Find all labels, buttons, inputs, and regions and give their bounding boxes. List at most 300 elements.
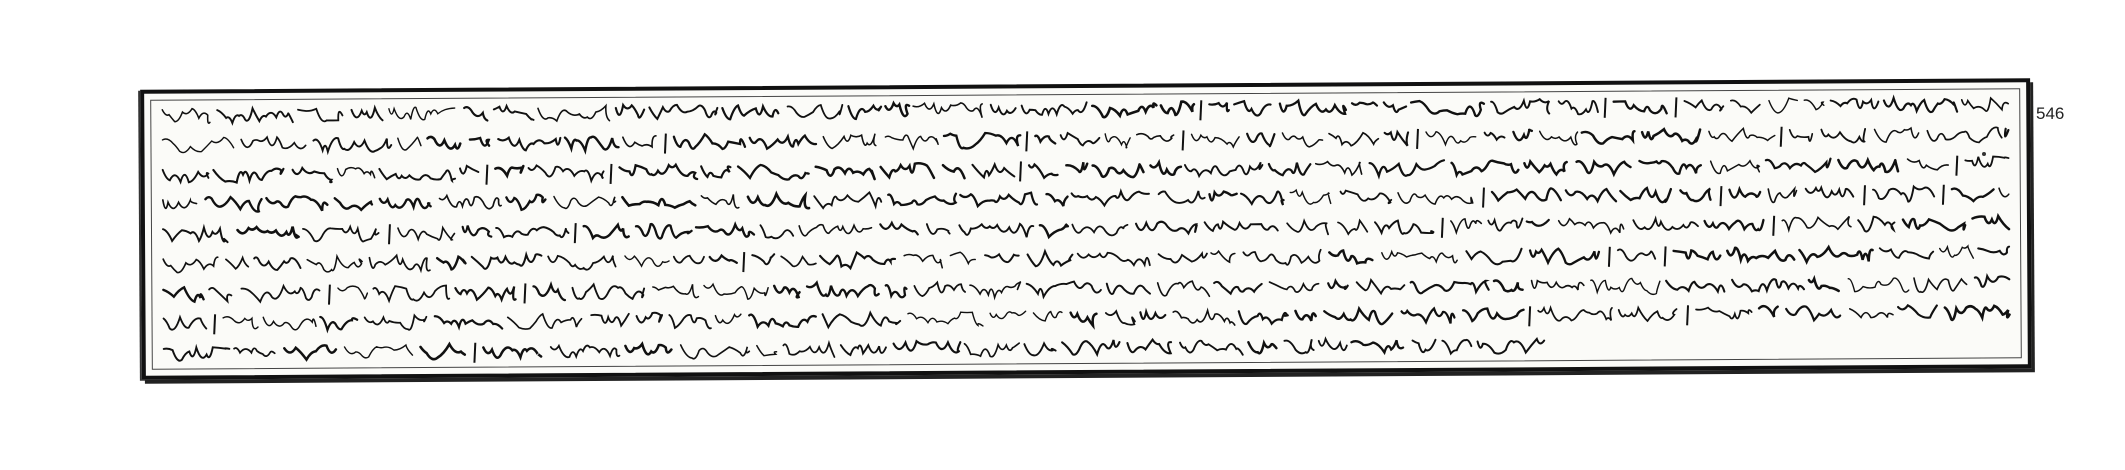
ink-stroke xyxy=(1105,133,1130,147)
ink-stroke xyxy=(335,198,372,210)
ink-stroke xyxy=(1028,251,1073,266)
ink-stroke xyxy=(1338,220,1367,234)
ink-stroke xyxy=(1633,218,1698,230)
ink-stroke xyxy=(1463,309,1523,322)
shad-mark xyxy=(329,284,330,304)
ink-stroke xyxy=(164,317,207,330)
ink-stroke xyxy=(427,136,460,148)
ink-stroke xyxy=(164,347,230,361)
ink-stroke xyxy=(1945,306,2010,320)
ink-stroke xyxy=(379,168,455,181)
ink-stroke xyxy=(1965,156,2008,166)
ink-stroke xyxy=(820,252,895,268)
ink-stroke xyxy=(263,317,316,330)
ink-stroke xyxy=(715,314,741,323)
ink-stroke xyxy=(437,256,465,269)
ink-stroke xyxy=(1804,100,1824,110)
ink-stroke xyxy=(1402,309,1455,324)
ink-stroke xyxy=(1192,134,1240,147)
ink-stroke xyxy=(548,255,616,269)
shad-mark xyxy=(575,223,576,243)
ink-stroke xyxy=(506,195,545,210)
shad-mark xyxy=(1609,247,1610,267)
ink-stroke xyxy=(1127,340,1171,354)
ink-stroke xyxy=(1033,312,1062,322)
ink-stroke xyxy=(1092,103,1156,117)
ink-stroke xyxy=(1411,280,1489,293)
ink-stroke xyxy=(1282,133,1322,147)
ink-stroke xyxy=(816,166,875,179)
ink-stroke xyxy=(162,137,233,152)
ink-stroke xyxy=(1466,248,1521,264)
ink-stroke xyxy=(1478,339,1545,354)
ink-stroke xyxy=(1711,160,1760,173)
ink-stroke xyxy=(1875,128,1919,142)
shad-mark xyxy=(1687,306,1688,326)
ink-stroke xyxy=(913,103,982,118)
ink-stroke xyxy=(1618,249,1655,261)
ink-stroke xyxy=(205,197,261,212)
ink-stroke xyxy=(696,224,754,237)
ink-stroke xyxy=(1375,220,1433,234)
ink-stroke xyxy=(254,257,300,270)
ink-stroke xyxy=(1799,247,1872,262)
ink-stroke xyxy=(1241,192,1284,206)
ink-stroke xyxy=(494,106,534,120)
ink-stroke xyxy=(1642,129,1700,144)
ink-stroke xyxy=(241,285,319,301)
ink-stroke xyxy=(1999,188,2009,197)
ink-stroke xyxy=(1494,280,1523,291)
ink-stroke xyxy=(1973,216,2009,229)
page-number: 546 xyxy=(2036,104,2065,123)
ink-stroke xyxy=(1066,162,1087,172)
ink-stroke xyxy=(213,168,283,182)
ink-stroke xyxy=(748,194,809,209)
ink-stroke xyxy=(1370,160,1444,176)
shad-mark xyxy=(1675,97,1676,117)
ink-stroke xyxy=(807,282,879,296)
ink-stroke xyxy=(1696,308,1752,319)
ink-stroke xyxy=(1078,252,1150,265)
ink-stroke xyxy=(1340,191,1391,204)
ink-stroke xyxy=(781,256,816,266)
ink-stroke xyxy=(421,344,465,359)
ink-stroke xyxy=(904,254,942,268)
ink-stroke xyxy=(209,287,231,301)
ink-stroke xyxy=(1513,129,1532,139)
ink-stroke xyxy=(1150,162,1181,175)
ink-stroke xyxy=(1559,101,1598,115)
ink-stroke xyxy=(1209,192,1236,201)
ink-stroke xyxy=(226,257,248,268)
shad-mark xyxy=(1665,246,1666,266)
ink-stroke xyxy=(1426,131,1476,144)
ink-stroke xyxy=(774,285,799,297)
ink-stroke xyxy=(625,344,671,355)
shad-mark xyxy=(1417,129,1418,149)
ink-stroke xyxy=(1072,192,1149,206)
ink-stroke xyxy=(1270,281,1319,291)
margin-dot xyxy=(1982,152,1986,156)
ink-stroke xyxy=(894,341,961,353)
ink-stroke xyxy=(1159,191,1205,203)
ink-stroke xyxy=(619,164,697,179)
ink-stroke xyxy=(886,285,907,297)
ink-stroke xyxy=(1248,342,1276,353)
ink-stroke xyxy=(337,167,374,177)
ink-stroke xyxy=(1538,308,1612,321)
ink-stroke xyxy=(701,166,730,177)
ink-stroke xyxy=(1858,217,1894,232)
ink-stroke xyxy=(1140,312,1165,319)
ink-stroke xyxy=(1159,253,1207,262)
ink-stroke xyxy=(298,109,343,122)
ink-stroke xyxy=(369,255,429,271)
ink-stroke xyxy=(880,223,917,235)
shad-mark xyxy=(1720,186,1721,206)
ink-stroke xyxy=(2005,129,2009,137)
ink-stroke xyxy=(972,164,1014,177)
ink-stroke xyxy=(1382,251,1457,263)
ink-stroke xyxy=(1205,221,1278,231)
shad-mark xyxy=(1200,100,1201,120)
ink-stroke xyxy=(1211,251,1235,262)
ink-stroke xyxy=(572,284,644,299)
ink-stroke xyxy=(985,254,1019,262)
ink-stroke xyxy=(1666,280,1724,292)
ink-stroke xyxy=(351,108,382,121)
ink-stroke xyxy=(1398,193,1473,205)
ink-stroke xyxy=(944,133,1020,149)
ink-stroke xyxy=(1027,281,1101,296)
ink-stroke xyxy=(1324,309,1392,325)
ink-stroke xyxy=(1328,280,1348,288)
ink-stroke xyxy=(398,228,455,241)
ink-stroke xyxy=(373,285,449,300)
ink-stroke xyxy=(1927,127,2001,142)
ink-stroke xyxy=(320,317,357,330)
ink-stroke xyxy=(1485,132,1505,139)
ink-stroke xyxy=(1530,248,1599,264)
ink-stroke xyxy=(1451,219,1482,233)
ink-stroke xyxy=(674,134,745,149)
ink-stroke xyxy=(1239,311,1288,324)
ink-stroke xyxy=(959,224,1033,238)
ink-stroke xyxy=(1914,277,1967,292)
shad-mark xyxy=(1943,185,1944,205)
ink-stroke xyxy=(1524,161,1566,174)
ink-stroke xyxy=(636,224,692,239)
ink-stroke xyxy=(591,314,629,326)
ink-stroke xyxy=(1136,222,1197,234)
shad-mark xyxy=(389,224,390,244)
ink-stroke xyxy=(704,283,768,298)
ink-stroke xyxy=(1287,221,1328,235)
ink-stroke xyxy=(799,224,871,235)
ink-stroke xyxy=(1413,340,1436,352)
ink-stroke xyxy=(970,281,1020,297)
ink-stroke xyxy=(1093,164,1144,177)
ink-stroke xyxy=(1269,162,1311,175)
ink-stroke xyxy=(472,254,542,269)
ink-stroke xyxy=(1727,247,1794,261)
ink-stroke xyxy=(885,103,909,116)
shad-mark xyxy=(1442,218,1443,238)
ink-stroke xyxy=(460,165,478,173)
ink-stroke xyxy=(788,105,843,119)
ink-stroke xyxy=(1411,101,1484,117)
ink-stroke xyxy=(293,167,332,182)
ink-stroke xyxy=(749,314,816,327)
ink-stroke xyxy=(722,105,778,119)
ink-stroke xyxy=(162,109,210,124)
ink-stroke xyxy=(1071,313,1097,326)
ink-stroke xyxy=(1492,189,1561,201)
ink-stroke xyxy=(914,282,965,296)
shad-mark xyxy=(214,315,215,335)
ink-stroke xyxy=(1173,311,1235,326)
ink-stroke xyxy=(964,343,1019,357)
ink-stroke xyxy=(1029,164,1058,177)
ink-stroke xyxy=(1884,98,1957,113)
ink-stroke xyxy=(1180,340,1243,355)
ink-stroke xyxy=(823,133,876,148)
ink-stroke xyxy=(760,225,793,238)
ink-stroke xyxy=(1768,189,1796,203)
ink-stroke xyxy=(750,135,816,148)
ink-stroke xyxy=(823,313,901,328)
ink-stroke xyxy=(1061,133,1100,146)
manuscript-folio xyxy=(140,78,2032,380)
ink-stroke xyxy=(848,106,881,119)
shad-mark xyxy=(1773,216,1774,236)
ink-stroke xyxy=(1908,158,1949,169)
shad-mark xyxy=(1183,130,1184,150)
ink-stroke xyxy=(637,313,663,323)
ink-stroke xyxy=(669,315,711,329)
ink-stroke xyxy=(927,224,950,234)
ink-stroke xyxy=(380,199,431,209)
ink-stroke xyxy=(674,255,704,263)
ink-stroke xyxy=(1790,129,1813,141)
ink-stroke xyxy=(1351,340,1403,352)
ink-stroke xyxy=(1674,250,1721,259)
ink-stroke xyxy=(1821,129,1865,143)
shad-mark xyxy=(1020,161,1021,181)
ink-stroke xyxy=(307,256,362,272)
ink-stroke xyxy=(1316,161,1362,175)
ink-stroke xyxy=(1848,277,1908,291)
ink-stroke xyxy=(496,227,568,238)
ink-stroke xyxy=(584,225,629,238)
ink-stroke xyxy=(1234,101,1270,116)
ink-stroke xyxy=(338,286,367,299)
ink-stroke xyxy=(1106,311,1135,325)
ink-stroke xyxy=(163,287,203,302)
ink-stroke xyxy=(163,200,197,209)
ink-stroke xyxy=(1620,188,1671,203)
ink-stroke xyxy=(435,316,502,329)
ink-stroke xyxy=(991,105,1016,115)
shad-mark xyxy=(1026,131,1027,151)
ink-stroke xyxy=(1158,281,1210,297)
ink-stroke xyxy=(1619,308,1677,322)
ink-stroke xyxy=(498,137,560,150)
ink-stroke xyxy=(455,286,515,300)
ink-stroke xyxy=(1046,194,1067,206)
ink-stroke xyxy=(950,252,975,263)
ink-stroke xyxy=(284,345,336,359)
text-block xyxy=(158,92,2016,367)
ink-stroke xyxy=(1614,101,1667,114)
ink-stroke xyxy=(538,106,610,121)
ink-stroke xyxy=(738,164,809,179)
ink-stroke xyxy=(1769,98,1797,113)
ink-stroke xyxy=(990,312,1026,319)
ink-stroke xyxy=(163,169,209,182)
ink-stroke xyxy=(1559,218,1624,233)
ink-stroke xyxy=(1247,133,1274,146)
ink-stroke xyxy=(1978,246,2009,254)
shad-mark xyxy=(474,343,475,363)
shad-mark xyxy=(610,163,611,183)
ink-stroke xyxy=(1357,279,1405,293)
ink-stroke xyxy=(464,107,487,121)
ink-stroke xyxy=(1040,224,1068,237)
ink-stroke xyxy=(1729,189,1760,198)
ink-stroke xyxy=(163,257,218,272)
ink-stroke xyxy=(1566,189,1616,202)
ink-stroke xyxy=(439,196,501,210)
ink-stroke xyxy=(1385,132,1408,146)
ink-stroke xyxy=(554,196,616,208)
ink-stroke xyxy=(1452,160,1519,174)
ink-stroke xyxy=(1280,100,1346,115)
shad-mark xyxy=(1956,155,1957,175)
ink-stroke xyxy=(1161,101,1194,115)
ink-stroke xyxy=(1577,160,1631,174)
ink-stroke xyxy=(1488,218,1522,230)
ink-stroke xyxy=(344,345,412,358)
ink-stroke xyxy=(1709,128,1775,141)
ink-stroke xyxy=(1532,280,1584,290)
ink-stroke xyxy=(1329,250,1372,263)
ink-stroke xyxy=(1329,132,1378,145)
ink-stroke xyxy=(1705,220,1764,231)
ink-stroke xyxy=(1062,340,1119,355)
ink-stroke xyxy=(1831,99,1879,109)
ink-stroke xyxy=(1491,99,1549,114)
ink-stroke xyxy=(1035,135,1055,143)
ink-stroke xyxy=(1806,188,1854,198)
ink-stroke xyxy=(681,345,750,359)
ink-stroke xyxy=(1290,190,1331,204)
ink-stroke xyxy=(1284,339,1313,353)
ink-stroke xyxy=(266,196,327,211)
ink-stroke xyxy=(1591,278,1660,294)
ink-stroke xyxy=(1952,189,1994,202)
ink-stroke xyxy=(303,227,379,242)
ink-stroke xyxy=(1022,102,1087,115)
ink-stroke xyxy=(960,193,1037,207)
ink-stroke xyxy=(565,136,619,150)
ink-stroke xyxy=(223,317,258,329)
ink-stroke xyxy=(217,108,293,123)
shad-mark xyxy=(1483,188,1484,208)
ink-stroke xyxy=(470,138,489,146)
ink-stroke xyxy=(1527,220,1549,226)
ink-stroke xyxy=(881,163,934,178)
ink-stroke xyxy=(1838,159,1898,172)
ink-stroke xyxy=(1809,278,1839,290)
ink-stroke xyxy=(483,347,541,358)
ink-stroke xyxy=(163,227,228,242)
ink-stroke xyxy=(943,165,965,178)
ink-stroke xyxy=(1072,224,1127,235)
ink-stroke xyxy=(241,137,305,149)
ink-stroke xyxy=(625,255,669,266)
ink-stroke xyxy=(1850,309,1893,318)
ink-stroke xyxy=(1684,100,1723,111)
shad-mark xyxy=(665,133,666,153)
ink-stroke xyxy=(1903,219,1965,231)
ink-stroke xyxy=(508,314,582,329)
ink-stroke xyxy=(1786,306,1840,320)
ink-stroke xyxy=(653,284,699,298)
ink-stroke xyxy=(841,345,886,355)
ink-stroke xyxy=(1352,102,1377,105)
ink-stroke xyxy=(1540,131,1578,145)
ink-stroke xyxy=(1898,305,1937,318)
ink-stroke xyxy=(701,195,739,209)
ink-stroke xyxy=(1759,306,1778,317)
ink-stroke xyxy=(1214,281,1262,293)
ink-stroke xyxy=(783,343,834,357)
ink-stroke xyxy=(1107,283,1150,294)
shad-mark xyxy=(486,164,487,184)
ink-stroke xyxy=(1766,158,1831,172)
ink-stroke xyxy=(885,135,938,149)
ink-stroke xyxy=(313,137,391,151)
ink-stroke xyxy=(1024,343,1055,355)
ink-stroke xyxy=(1873,187,1934,202)
ink-stroke xyxy=(649,105,717,119)
ink-stroke xyxy=(1185,162,1263,176)
ink-stroke xyxy=(551,345,620,357)
ink-stroke xyxy=(1319,339,1347,351)
shad-mark xyxy=(1529,307,1530,327)
ink-stroke xyxy=(623,136,656,147)
ink-stroke xyxy=(1975,276,2009,287)
ink-stroke xyxy=(398,137,421,150)
ink-stroke xyxy=(234,348,275,357)
ink-stroke xyxy=(1639,160,1700,173)
shad-mark xyxy=(1864,185,1865,205)
ink-stroke xyxy=(622,197,695,208)
ink-stroke xyxy=(389,107,455,120)
ink-stroke xyxy=(1880,248,1933,259)
ink-stroke xyxy=(814,193,881,209)
ink-stroke xyxy=(616,105,644,118)
ink-stroke xyxy=(463,225,492,236)
ink-stroke xyxy=(365,316,427,331)
ink-stroke xyxy=(1582,131,1635,144)
ink-stroke xyxy=(1137,133,1174,141)
ink-stroke xyxy=(1782,216,1851,230)
ink-stroke xyxy=(1940,246,1974,258)
ink-stroke xyxy=(1243,250,1320,265)
